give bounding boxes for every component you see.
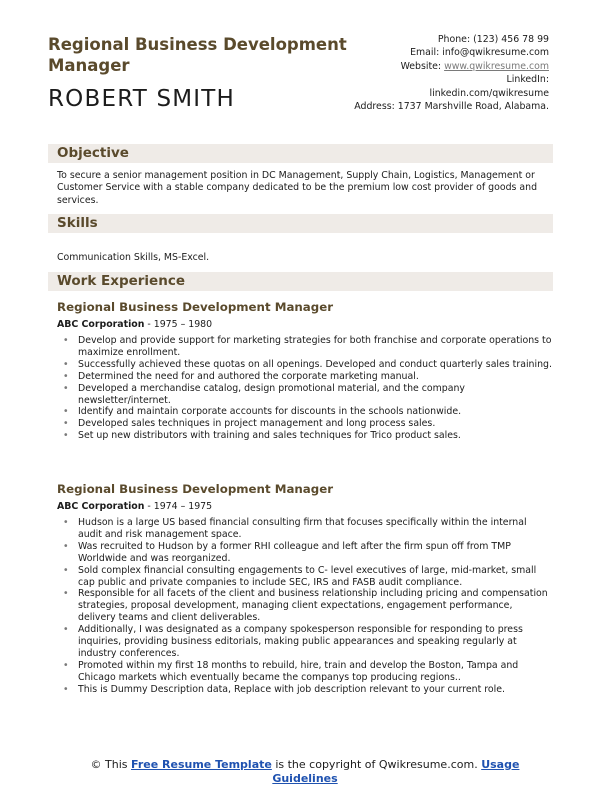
- candidate-name: ROBERT SMITH: [48, 86, 236, 112]
- list-item: • Determined the need for and authored the corporate marketing manual.: [57, 371, 553, 383]
- usage-guidelines-link[interactable]: Usage Guidelines: [272, 758, 520, 785]
- email-value: info@qwikresume.com: [442, 47, 549, 59]
- job-1-company: ABC Corporation: [57, 319, 145, 330]
- contact-email: [349, 46, 549, 59]
- list-item: • Identify and maintain corporate accounts for discounts in the schools nationwide.: [57, 406, 553, 418]
- job-2-bullets: [57, 517, 553, 696]
- address-label: Address:: [354, 101, 395, 113]
- contact-website: [349, 60, 549, 73]
- job-1-bullets: [57, 335, 553, 442]
- contact-address: [349, 100, 549, 113]
- objective-text: To secure a senior management position in DC Management, Supply Chain, Logistics, Management or Customer Service with a stable company dedicated to be the premium low cost provider of goods and services.: [57, 170, 538, 206]
- job-2-company-line: [57, 501, 212, 512]
- job-2-dates: - 1974 – 1975: [144, 501, 213, 512]
- resume-job-title: Regional Business Development Manager: [48, 35, 347, 75]
- skills-text: Communication Skills, MS-Excel.: [57, 252, 210, 263]
- list-item: • Responsible for all facets of the client and business relationship including pricing and compensation strategies, proposal development, managing client expectations, engagement performance, delivery teams and client deliverables.: [57, 588, 553, 624]
- contact-phone: [349, 33, 549, 46]
- list-item: • Was recruited to Hudson by a former RHI colleague and left after the firm spun off from TMP Worldwide and was reorganized.: [57, 541, 553, 565]
- objective-section-header: [48, 144, 553, 163]
- website-label: Website:: [400, 60, 442, 72]
- list-item: • Develop and provide support for marketing strategies for both franchise and corporate operations to maximize enrollment.: [57, 335, 553, 359]
- contact-linkedin-label: LinkedIn:: [506, 74, 549, 86]
- experience-heading: Work Experience: [57, 273, 185, 289]
- list-item: • Promoted within my first 18 months to rebuild, hire, train and develop the Boston, Tampa and Chicago markets which eventually became the companys top producing regions..: [57, 660, 553, 684]
- objective-heading: Objective: [57, 145, 129, 161]
- skills-section-header: [48, 214, 553, 233]
- website-link[interactable]: www.qwikresume.com: [444, 60, 549, 72]
- list-item: • Successfully achieved these quotas on all openings. Developed and conduct quarterly sales training.: [57, 359, 553, 371]
- job-1-title: Regional Business Development Manager: [57, 300, 334, 314]
- job-1-dates: - 1975 – 1980: [144, 319, 213, 330]
- contact-block: [349, 33, 549, 113]
- footer-middle: is the copyright of Qwikresume.com.: [271, 758, 482, 771]
- list-item: • Developed sales techniques in project management and long process sales.: [57, 418, 553, 430]
- list-item: • Hudson is a large US based financial consulting firm that focuses specifically within the internal audit and risk management space.: [57, 517, 553, 541]
- job-2-company: ABC Corporation: [57, 501, 145, 512]
- job-2-title: Regional Business Development Manager: [57, 482, 334, 496]
- list-item: • Additionally, I was designated as a company spokesperson responsible for responding to press inquiries, providing business editorials, making public appearances and speaking regularly at industry conferences.: [57, 624, 553, 660]
- list-item: • This is Dummy Description data, Replace with job description relevant to your current role.: [57, 684, 553, 696]
- copyright-footer: [80, 758, 530, 785]
- list-item: • Developed a merchandise catalog, design promotional material, and the company newsletter/internet.: [57, 383, 553, 407]
- phone-label: Phone:: [437, 34, 471, 45]
- free-resume-template-link[interactable]: Free Resume Template: [131, 758, 272, 771]
- footer-prefix: © This: [90, 758, 132, 771]
- skills-heading: Skills: [57, 215, 98, 231]
- list-item: • Set up new distributors with training and sales techniques for Trico product sales.: [57, 430, 553, 442]
- experience-section-header: [48, 272, 553, 291]
- address-value: 1737 Marshville Road, Alabama.: [397, 101, 549, 113]
- job-1-company-line: [57, 319, 212, 330]
- email-label: Email:: [410, 47, 440, 59]
- contact-linkedin: linkedin.com/qwikresume: [429, 87, 549, 99]
- list-item: • Sold complex financial consulting engagements to C- level executives of large, mid-market, small cap public and private companies to include SEC, IRS and FASB audit compliance.: [57, 565, 553, 589]
- phone-value: (123) 456 78 99: [473, 34, 549, 45]
